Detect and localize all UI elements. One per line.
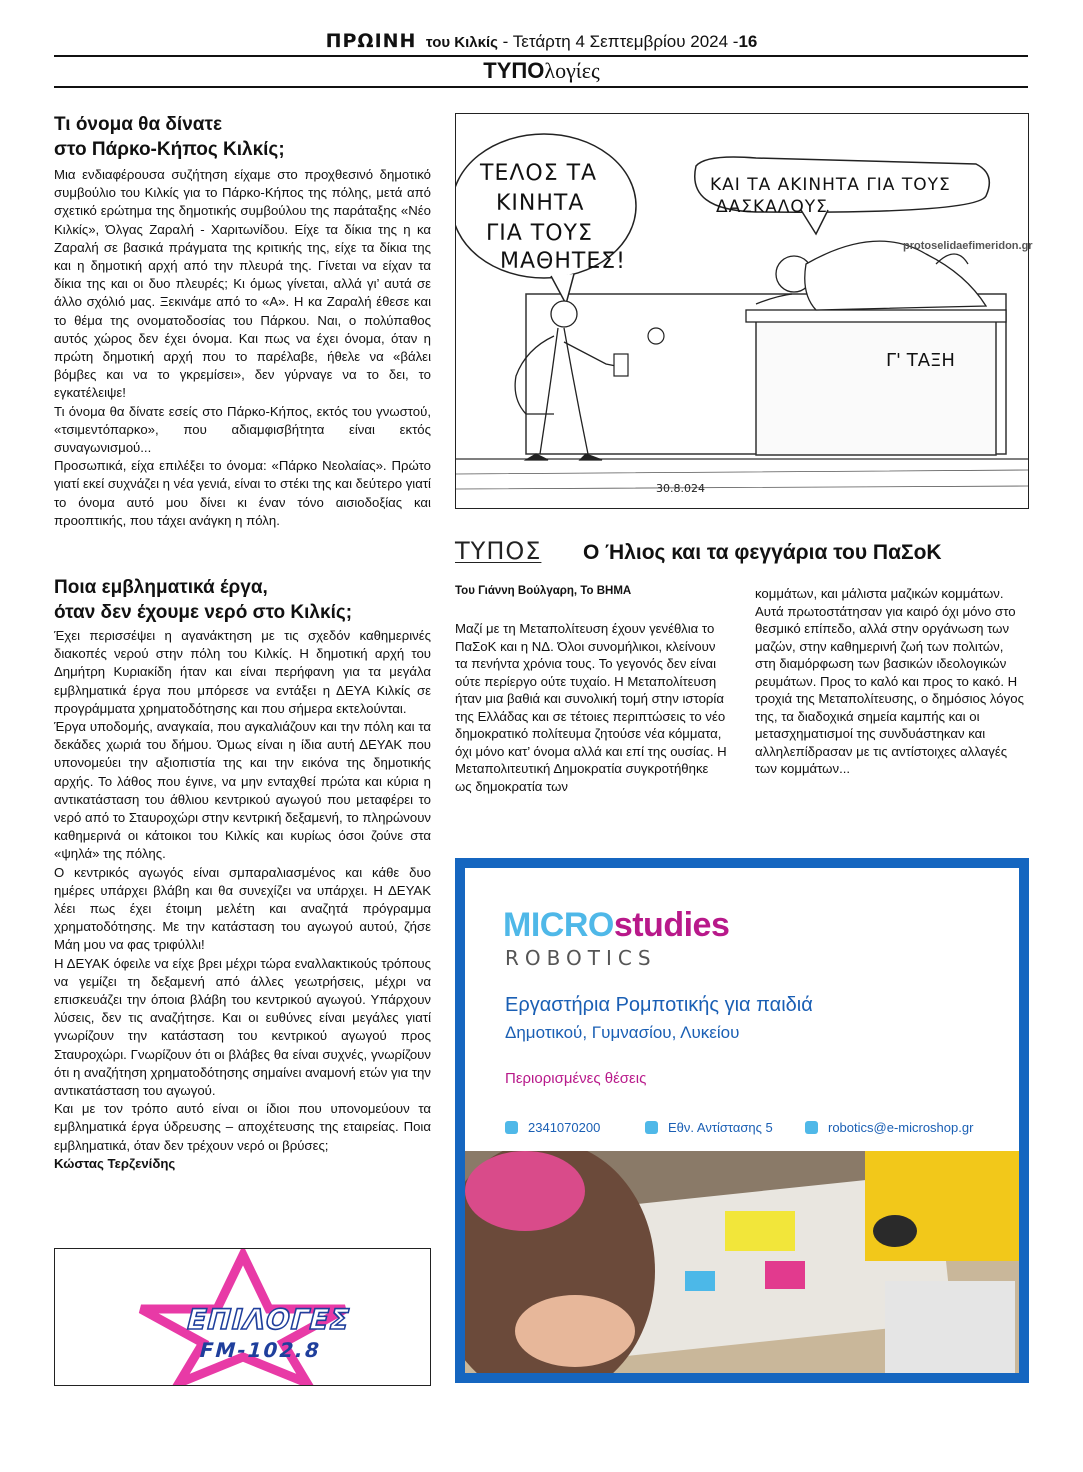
paper-locale: του Κιλκίς <box>425 34 498 51</box>
paragraph: Αυτά πρωτοστάτησαν για καιρό όχι μόνο στο θεσμικό επίπεδο, αλλά στην οργάνωση των μαζών, στην καθημερινή ζωή των πολιτών, στη διαμόρφωση των βασικών ιδεολογικών ρευμάτων. Προς το καλό και προς το κακό. Η τροχιά της Μεταπολίτευσης, ο δημόσιος λόγος της, τα διαδοχικά σημεία καμπής και οι μετασχηματισμοί της συνδυάστηκαν και αλληλεπίδρασαν με τις αντίστοιχες αλλαγές των κομμάτων... <box>755 603 1024 776</box>
article-water-headline <box>54 575 431 625</box>
paragraph: Μια ενδιαφέρουσα συζήτηση είχαμε στο προχθεσινό δημοτικό συμβούλιο του Κιλκίς για το Πάρκο-Κήπος της πόλης, μετά από σχετικό ερώτημα της δημοτικής συμβούλου της παράταξης «Νέο Κιλκίς», Όλγας Ζαραλή - Χαριτωνίδου. Είχε τα δίκια της η κα Ζαραλή σε βασικά πράγματα της κριτικής της, είχε τα δίκια της και η δημοτική αρχή από την πλευρά της. Γίνεται να είχαν τα δίκια της και οι δυο πλευρές; Κι όμως γίνεται, αλλά γι’ αυτά σε άλλο σχόλιό μας. Ξεκινάμε από το «Α». Η κα Ζαραλή έθεσε και το θέμα της ονοματοδοσίας του Πάρκου. Ναι, ο πολύπαθος αυτός χώρος δεν έχει όνομα. Και πως να έχει όνομα, όταν η πρώτη δημοτική αρχή που το παρέλαβε, ήθελε να «βάλει βόμβες και να το γκρεμίσει», δεν γύρναγε να το δει, το εγκατέλειψε! <box>54 167 431 401</box>
typos-column-1: Μαζί με τη Μεταπολίτευση έχουν γενέθλια το ΠαΣοΚ και η ΝΔ. Όλοι συνομήλικοι, κλείνουν τα πενήντα χρόνια τους. Το γεγονός δεν είναι ούτε περίεργο ούτε τυχαίο. Η Μεταπολίτευση ήταν μια βαθιά και συνολική τομή στην ιστορία της Ελλάδας και σε τέτοιες περιπτώσεις το νέο δημοκρατικό πολίτευμα ζητούσε νέα κόμματα, όχι μόνο κατ’ όνομα αλλά και επί της ουσίας. Η Μεταπολιτευτική Δημοκρατία συγκροτήθηκε ως δημοκρατία των <box>455 621 727 794</box>
paragraph: Ο κεντρικός αγωγός είναι σμπαραλιασμένος και κάθε δυο ημέρες υπάρχει βλάβη και θα συνεχίζει να υπάρχει. Η ΔΕΥΑΚ λέει πως έχει έτοιμη μελέτη και αναζητά πρόγραμμα χρηματοδότησης. Με την κατάσταση του αγωγού αυτού, ζήσε Μάη μου να φας τριφύλλι! <box>54 864 431 953</box>
watermark: protoselidaefimeridon.gr <box>903 240 1033 252</box>
section-title-bold: ΤΥΠΟ <box>483 58 545 83</box>
masthead <box>0 30 1083 54</box>
ad-limited-seats: Περιορισμένες θέσεις <box>505 1070 647 1087</box>
ad-brand-part: MICRO <box>503 906 614 944</box>
page-prefix: - <box>728 32 739 51</box>
paragraph: κομμάτων, και μάλιστα μαζικών κομμάτων. <box>755 586 1004 601</box>
location-pin-icon <box>645 1121 658 1134</box>
ad-brand-logo <box>503 906 729 945</box>
article-water-author: Κώστας Τερζενίδης <box>54 1155 176 1171</box>
headline-line: όταν δεν έχουμε νερό στο Κιλκίς; <box>54 602 353 623</box>
ad-address <box>645 1120 773 1135</box>
typos-label: ΤΥΠΟΣ <box>455 537 542 565</box>
paragraph: Έργα υποδομής, αναγκαία, που αγκαλιάζουν και την πόλη και τα δεκάδες χωριά του δήμου. Όμως είναι η ίδια αυτή ΔΕΥΑΚ που υπονομεύει την αξιοπιστία της και την εικόνα της δημοτικής αρχής. Το λάθος που έγινε, να μην ενταχθεί πρώτα και κύρια η αντικατάσταση του άθλιου κεντρικού αγωγού που μεταφέρει το νερό από το Σταυροχώρι στην κεντρική δεξαμενή, το πληρώνουν καθημερινά οι κάτοικοι του Κιλκίς και κυρίως όσοι ζούνε στα «ψηλά» της πόλης. <box>54 719 431 862</box>
section-title-rest: λογίες <box>544 58 600 83</box>
teacher-figure <box>746 241 1006 322</box>
radio-frequency: FM-102.8 <box>196 1338 324 1362</box>
headline-line: Τι όνομα θα δίνατε <box>54 114 222 135</box>
bubble-right-line: ΔΑΣΚΑΛΟΥΣ <box>716 197 828 217</box>
article-park-name <box>54 112 431 530</box>
ad-brand-part: studies <box>613 906 730 944</box>
masthead-separator: - <box>497 32 513 51</box>
ad-phone-text: 2341070200 <box>528 1120 601 1135</box>
ad-subheadline: Δημοτικού, Γυμνασίου, Λυκείου <box>505 1023 740 1042</box>
radio-name: ΕΠΙΛΟΓΕΣ <box>183 1303 354 1336</box>
editorial-cartoon <box>455 113 1029 509</box>
paragraph: Και με τον τρόπο αυτό είναι οι ίδιοι που υπονομεύουν τα εμβληματικά έργα ύδρευσης – αποχέτευσης της εταιρείας. Ποια εμβληματικά, όταν δεν τρέχουν νερό οι βρύσες; <box>54 1101 431 1153</box>
ad-address-text: Εθν. Αντίστασης 5 <box>668 1120 773 1135</box>
bubble-left-line: ΚΙΝΗΤΑ <box>496 191 585 216</box>
typos-headline: Ο Ήλιος και τα φεγγάρια του ΠαΣοΚ <box>583 541 942 564</box>
article-water-projects <box>54 575 431 1173</box>
issue-date: Τετάρτη 4 Σεπτεμβρίου 2024 <box>512 32 729 51</box>
ad-email-text: robotics@e-microshop.gr <box>828 1120 974 1135</box>
section-rule <box>54 86 1028 88</box>
ad-headline: Εργαστήρια Ρομποτικής για παιδιά <box>505 994 813 1016</box>
paper-name: ΠΡΩΙΝΗ <box>325 30 417 52</box>
cartoon-drawing <box>456 114 1028 508</box>
board-label: Γ' ΤΑΞΗ <box>886 350 955 371</box>
headline-line: στο Πάρκο-Κήπος Κιλκίς; <box>54 139 285 160</box>
ad-email <box>805 1120 973 1135</box>
headline-line: Ποια εμβληματικά έργα, <box>54 577 268 598</box>
advertisement-microstudies[interactable] <box>455 858 1029 1383</box>
star-icon <box>55 1249 430 1385</box>
paragraph: Έχει περισσέψει η αγανάκτηση με τις σχεδόν καθημερινές διακοπές νερού στην πόλη του Κιλκίς. Η δημοτική αρχή του Δημήτρη Κυριακίδη ήταν και είναι περήφανη για τα μεγάλα εμβληματικά έργα που μπόρεσε να εντάξει η ΔΕΥΑ Κιλκίς σε προγράμματα χρηματοδότησης και που σήμερα εκτελούνται. <box>54 628 431 716</box>
paragraph: Η ΔΕΥΑΚ όφειλε να είχε βρει μέχρι τώρα εναλλακτικούς τρόπους να γεμίζει τη δεξαμενή από άλλες γεωτρήσεις, μέχρι να επισκευάζει την όποια βλάβη του κεντρικού αγωγού. Υπάρχουν λύσεις, δεν τις αναζήτησε. Και οι ευθύνες είναι μεγάλες γιατί γνωρίζουν την κατάσταση του κεντρικού αγωγού προς Σταυροχώρι. Γνωρίζουν ότι οι βλάβες θα είναι συχνές, γνωρίζουν ότι η αναζήτηση χρηματοδότησης σημαίνει αναμονή ετών για την αντικατάσταση του αγωγού. <box>54 955 431 1099</box>
radio-logo-epiloges[interactable] <box>54 1248 431 1386</box>
cartoon-signature: 30.8.024 <box>656 482 705 495</box>
bubble-right-line: ΚΑΙ ΤΑ ΑΚΙΝΗΤΑ ΓΙΑ ΤΟΥΣ <box>710 175 951 195</box>
phone-icon <box>505 1121 518 1134</box>
ad-photo-child-robotics <box>465 1151 1019 1373</box>
clock-icon <box>648 328 664 344</box>
article-park-body <box>54 166 431 530</box>
page-number: 16 <box>738 32 758 51</box>
paragraph: Τι όνομα θα δίνατε εσείς στο Πάρκο-Κήπος, εκτός του γνωστού, «τσιμεντόπαρκο», που αδιαμφισβήτητα είναι εκτός συναγωνισμού... <box>54 403 431 456</box>
ad-content <box>465 868 1019 1373</box>
section-title <box>0 58 1083 84</box>
typos-column-2 <box>755 585 1027 778</box>
paragraph: Προσωπικά, είχα επιλέξει το όνομα: «Πάρκο Νεολαίας». Πρώτο γιατί εκεί συχνάζει η νέα γενιά, είναι το στέκι της και δεύτερο γιατί το όνομα αυτό μου δίνει κι έναν τόνο αισιοδοξίας και προοπτικής, που τάχει ανάγκη η πόλη. <box>54 458 431 528</box>
typos-byline: Του Γιάννη Βούλγαρη, Το ΒΗΜΑ <box>455 585 632 597</box>
article-park-headline <box>54 112 431 162</box>
bubble-left-line: ΤΕΛΟΣ ΤΑ <box>480 161 598 186</box>
email-icon <box>805 1121 818 1134</box>
masthead-rule <box>54 55 1028 57</box>
ad-phone <box>505 1120 600 1135</box>
ad-brand-sub: ROBOTICS <box>505 946 657 970</box>
article-water-body <box>54 627 431 1155</box>
bubble-left-line: ΓΙΑ ΤΟΥΣ <box>486 221 593 246</box>
bubble-left-line: ΜΑΘΗΤΕΣ! <box>500 249 626 274</box>
